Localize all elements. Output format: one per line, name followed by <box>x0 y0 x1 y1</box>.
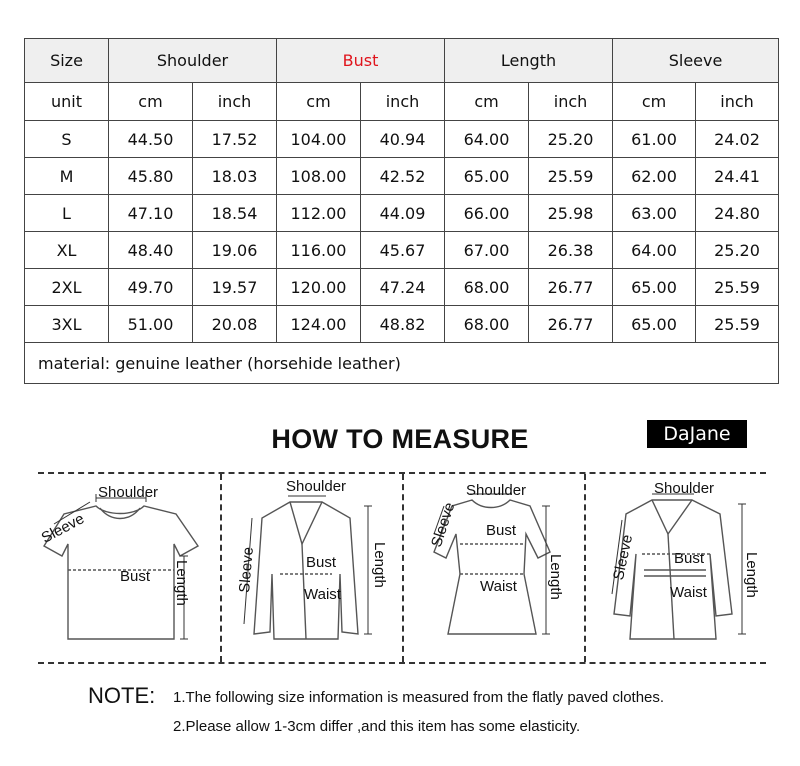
header-bust: Bust <box>277 39 445 83</box>
table-cell: 120.00 <box>277 269 361 306</box>
table-cell: 25.98 <box>529 195 613 232</box>
table-cell: S <box>25 121 109 158</box>
note-line-1: 1.The following size information is measured from the flatly paved clothes. <box>173 689 665 706</box>
header-row <box>25 39 779 83</box>
length-label: Length <box>371 542 388 588</box>
unit-cell: inch <box>361 83 445 121</box>
bust-label: Bust <box>120 568 151 585</box>
table-cell: 49.70 <box>109 269 193 306</box>
waist-label: Waist <box>304 586 341 603</box>
unit-cell: cm <box>277 83 361 121</box>
blazer-diagram <box>220 474 404 662</box>
brand-logo: DaJane <box>647 420 747 448</box>
table-cell: 44.09 <box>361 195 445 232</box>
unit-cell: inch <box>529 83 613 121</box>
table-cell: 24.02 <box>696 121 779 158</box>
table-row <box>25 232 779 269</box>
bust-label: Bust <box>674 550 705 567</box>
material-text: material: genuine leather (horsehide leather) <box>25 343 779 384</box>
sleeve-label: Sleeve <box>38 510 88 547</box>
table-cell: 18.03 <box>193 158 277 195</box>
table-cell: XL <box>25 232 109 269</box>
note-heading: NOTE: <box>88 683 156 708</box>
table-row <box>25 121 779 158</box>
table-cell: 48.40 <box>109 232 193 269</box>
bust-label: Bust <box>306 554 337 571</box>
table-cell: 25.59 <box>529 158 613 195</box>
unit-cell: cm <box>109 83 193 121</box>
waist-label: Waist <box>670 584 707 601</box>
sleeve-label: Sleeve <box>610 533 637 582</box>
waist-label: Waist <box>480 578 517 595</box>
table-row <box>25 195 779 232</box>
table-cell: 65.00 <box>613 306 696 343</box>
unit-cell: cm <box>613 83 696 121</box>
table-row <box>25 269 779 306</box>
table-cell: 116.00 <box>277 232 361 269</box>
table-cell: 25.59 <box>696 306 779 343</box>
table-cell: 47.24 <box>361 269 445 306</box>
table-cell: 40.94 <box>361 121 445 158</box>
shoulder-label: Shoulder <box>466 482 527 499</box>
unit-row <box>25 83 779 121</box>
table-cell: 62.00 <box>613 158 696 195</box>
table-cell: 45.67 <box>361 232 445 269</box>
material-row <box>25 343 779 384</box>
table-cell: 63.00 <box>613 195 696 232</box>
table-cell: 68.00 <box>445 269 529 306</box>
table-cell: 61.00 <box>613 121 696 158</box>
table-cell: 19.57 <box>193 269 277 306</box>
table-row <box>25 306 779 343</box>
shoulder-label: Shoulder <box>654 480 715 497</box>
tshirt-diagram <box>38 474 220 662</box>
header-shoulder: Shoulder <box>109 39 277 83</box>
table-cell: 26.77 <box>529 269 613 306</box>
table-cell: 48.82 <box>361 306 445 343</box>
table-cell: 104.00 <box>277 121 361 158</box>
table-cell: 25.20 <box>529 121 613 158</box>
table-cell: 44.50 <box>109 121 193 158</box>
header-sleeve: Sleeve <box>613 39 779 83</box>
table-cell: 24.41 <box>696 158 779 195</box>
table-cell: 42.52 <box>361 158 445 195</box>
table-cell: 17.52 <box>193 121 277 158</box>
table-cell: 68.00 <box>445 306 529 343</box>
bust-label: Bust <box>486 522 517 539</box>
table-cell: 65.00 <box>445 158 529 195</box>
table-cell: 25.20 <box>696 232 779 269</box>
table-cell: 26.38 <box>529 232 613 269</box>
unit-cell: inch <box>696 83 779 121</box>
table-cell: 51.00 <box>109 306 193 343</box>
length-label: Length <box>547 554 564 600</box>
table-cell: 18.54 <box>193 195 277 232</box>
table-cell: 25.59 <box>696 269 779 306</box>
table-cell: 45.80 <box>109 158 193 195</box>
dress-diagram <box>402 474 586 662</box>
table-cell: 47.10 <box>109 195 193 232</box>
length-label: Length <box>743 552 760 598</box>
table-cell: M <box>25 158 109 195</box>
unit-cell: cm <box>445 83 529 121</box>
shoulder-label: Shoulder <box>286 478 347 495</box>
sleeve-label: Sleeve <box>428 500 459 550</box>
table-cell: 19.06 <box>193 232 277 269</box>
table-cell: 64.00 <box>445 121 529 158</box>
length-label: Length <box>173 560 190 606</box>
table-cell: 2XL <box>25 269 109 306</box>
table-cell: 26.77 <box>529 306 613 343</box>
header-size: Size <box>25 39 109 83</box>
table-cell: 67.00 <box>445 232 529 269</box>
shoulder-label: Shoulder <box>98 484 159 501</box>
table-cell: 108.00 <box>277 158 361 195</box>
table-cell: 66.00 <box>445 195 529 232</box>
table-cell: 20.08 <box>193 306 277 343</box>
table-cell: 124.00 <box>277 306 361 343</box>
table-row <box>25 158 779 195</box>
table-cell: 24.80 <box>696 195 779 232</box>
measure-diagrams <box>38 472 766 664</box>
how-to-measure-title: HOW TO MEASURE <box>271 424 529 454</box>
coat-diagram <box>584 474 768 662</box>
sleeve-label: Sleeve <box>236 546 257 594</box>
unit-cell: unit <box>25 83 109 121</box>
table-cell: L <box>25 195 109 232</box>
header-length: Length <box>445 39 613 83</box>
unit-cell: inch <box>193 83 277 121</box>
table-cell: 65.00 <box>613 269 696 306</box>
table-cell: 112.00 <box>277 195 361 232</box>
table-cell: 3XL <box>25 306 109 343</box>
note-line-2: 2.Please allow 1-3cm differ ,and this item has some elasticity. <box>173 718 581 735</box>
table-cell: 64.00 <box>613 232 696 269</box>
size-chart-table <box>24 38 779 384</box>
